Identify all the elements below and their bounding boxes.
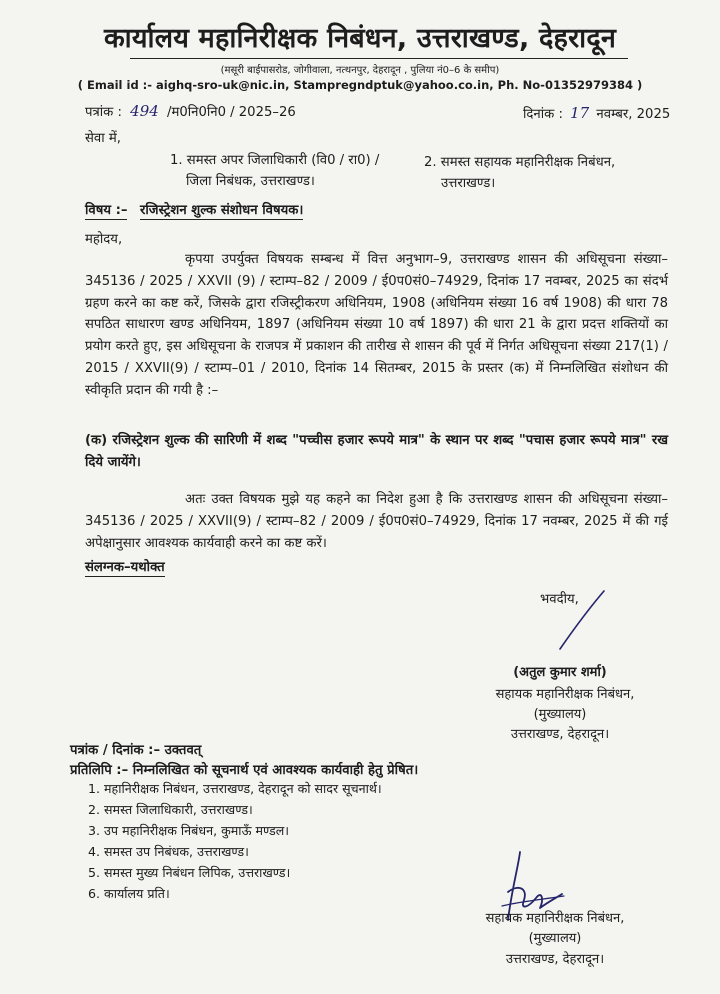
copy-heading: प्रतिलिपि :– निम्नलिखित को सूचनार्थ एवं आवश्यक कार्यवाही हेतु प्रेषित।	[70, 763, 419, 778]
copy-list-item: 2. समस्त जिलाधिकारी, उत्तराखण्ड।	[88, 802, 253, 817]
recipient-2-line-1: 2. समस्त सहायक महानिरीक्षक निबंधन,	[424, 155, 616, 170]
recipient-1-line-2: जिला निबंधक, उत्तराखण्ड।	[186, 174, 315, 189]
reference-number: 494	[130, 102, 159, 120]
closing-text: भवदीय,	[540, 592, 579, 607]
enclosure-note: संलग्नक–यथोक्त	[85, 560, 165, 575]
office-title: कार्यालय महानिरीक्षक निबंधन, उत्तराखण्ड, देहरादून	[103, 23, 617, 54]
office-contact: ( Email id :- aighq-sro-uk@nic.in, Stampregndptuk@yahoo.co.in, Ph. No-01352979384 )	[77, 78, 643, 92]
date-day: 17	[570, 104, 590, 122]
recipient-2-line-2: उत्तराखण्ड।	[441, 176, 496, 191]
subject-text: रजिस्ट्रेशन शुल्क संशोधन विषयक।	[140, 203, 304, 218]
reference-label: पत्रांक :	[85, 105, 122, 120]
copy-list-item: 3. उप महानिरीक्षक निबंधन, कुमाऊँ मण्डल।	[88, 823, 290, 838]
copy-list-item: 4. समस्त उप निबंधक, उत्तराखण्ड।	[88, 844, 249, 859]
copy-signatory-office: (मुख्यालय)	[528, 931, 582, 946]
copy-list-item: 6. कार्यालय प्रति।	[88, 886, 170, 901]
reference-line	[85, 102, 296, 120]
signatory-office: (मुख्यालय)	[533, 707, 587, 722]
signature-mark-icon	[552, 585, 612, 655]
copy-signatory-designation: सहायक महानिरीक्षक निबंधन,	[485, 911, 625, 926]
title-underline	[130, 58, 628, 59]
signatory-name: (अतुल कुमार शर्मा)	[513, 665, 607, 680]
signatory-designation: सहायक महानिरीक्षक निबंधन,	[495, 687, 635, 702]
copy-list-item: 5. समस्त मुख्य निबंधन लिपिक, उत्तराखण्ड।	[88, 865, 291, 880]
copy-signatory-place: उत्तराखण्ड, देहरादून।	[505, 952, 605, 967]
body-paragraph-2: अतः उक्त विषयक मुझे यह कहने का निदेश हुआ है कि उत्तराखण्ड शासन की अधिसूचना संख्या–345136 / 2025 / XXVII(9) / स्टाम्प–82 / 2009 / ई0प0सं0–74929, दिनांक 17 नवम्बर, 2025 में की गई अपेक्षानुसार आवश्यक कार्यवाही करने का कष्ट करें।	[85, 492, 668, 551]
salutation: महोदय,	[85, 232, 123, 247]
to-label: सेवा में,	[85, 131, 121, 146]
date-line	[523, 104, 670, 122]
copy-reference-line: पत्रांक / दिनांक :– उक्तवत्	[70, 743, 202, 758]
date-label: दिनांक :	[523, 107, 563, 122]
amendment-text: (क) रजिस्ट्रेशन शुल्क की सारिणी में शब्द "पच्चीस हजार रूपये मात्र" के स्थान पर शब्द "पचास हजार रूपये मात्र" रख दिये जायेंगे।	[85, 433, 668, 470]
reference-suffix: /म0नि0नि0 / 2025–26	[167, 105, 296, 120]
office-address: (मसूरी बाईपासरोड, जोगीवाला, नत्थनपुर, देहरादून , पुलिया नं0–6 के समीप)	[220, 65, 500, 76]
date-rest: नवम्बर, 2025	[596, 107, 671, 122]
body-paragraph-1: कृपया उपर्युक्त विषयक सम्बन्ध में वित्त अनुभाग–9, उत्तराखण्ड शासन की अधिसूचना संख्या–345136 / 2025 / XXVII (9) / स्टाम्प–82 / 2009 / ई0प0सं0–74929, दिनांक 17 नवम्बर, 2025 का संदर्भ ग्रहण करने का कष्ट करें, जिसके द्वारा रजिस्ट्रीकरण अधिनियम, 1908 (अधिनियम संख्या 16 वर्ष 1908) की धारा 78 सपठित साधारण खण्ड अधिनियम, 1897 (अधिनियम संख्या 10 वर्ष 1897) की धारा 21 के द्वारा प्रदत्त शक्तियों का प्रयोग करते हुए, इस अधिसूचना के राजपत्र में प्रकाशन की तारीख से शासन की पूर्व में निर्गत अधिसूचना संख्या 217(1) / 2015 / XXVII(9) / स्टाम्प–01 / 2010, दिनांक 14 सितम्बर, 2015 के प्रस्तर (क) में निम्नलिखित संशोधन की स्वीकृति प्रदान की गयी है :–	[85, 252, 668, 398]
recipient-1-line-1: 1. समस्त अपर जिलाधिकारी (वि0 / रा0) /	[170, 153, 380, 168]
subject-label: विषय :–	[85, 203, 128, 218]
copy-list-item: 1. महानिरीक्षक निबंधन, उत्तराखण्ड, देहरादून को सादर सूचनार्थ।	[88, 781, 382, 796]
signatory-place: उत्तराखण्ड, देहरादून।	[510, 727, 610, 742]
